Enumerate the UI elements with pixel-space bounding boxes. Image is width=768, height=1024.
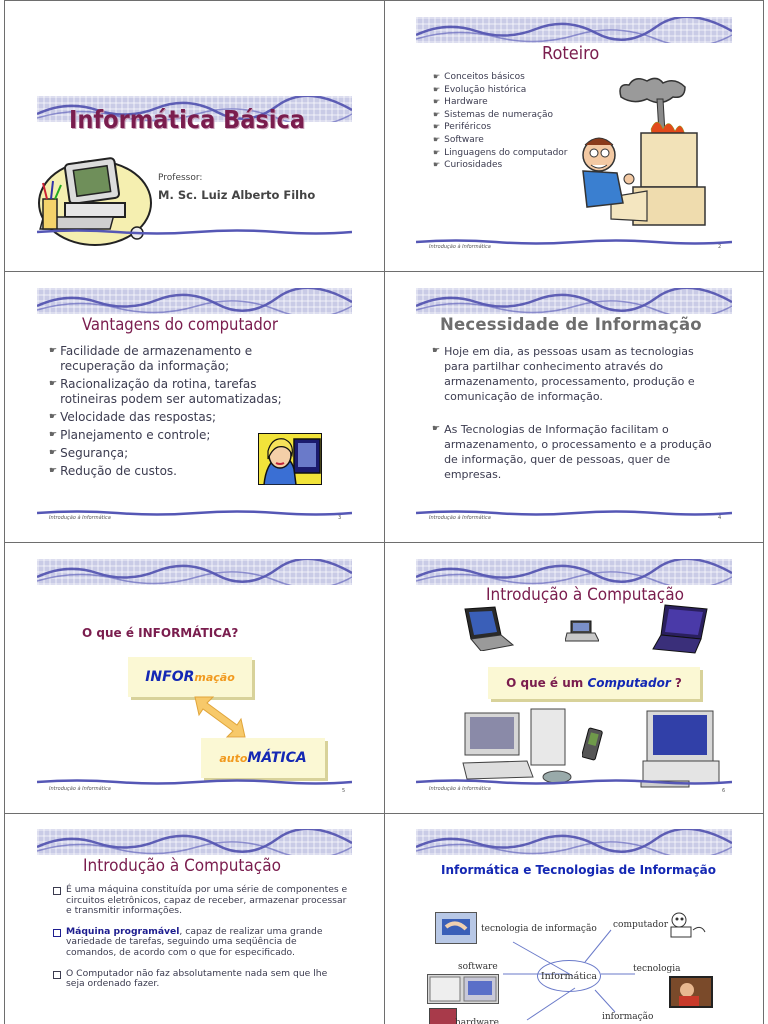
slide-8-software-screenshot [427,974,499,1004]
slide-5-question: O que é INFORMÁTICA? [82,626,239,640]
list-item: ☛ Sistemas de numeração [433,109,553,120]
slide-2-banner [416,17,732,43]
bullet-icon: ☛ [49,412,58,422]
slide-1-title: Informática Básica [69,105,306,134]
slide-4-title: Necessidade de Informação [440,315,702,334]
list-item: ☛ Evolução histórica [433,84,527,95]
slide-8-title: Informática e Tecnologias de Informação [441,863,717,877]
list-item: ☛ Hoje em dia, as pessoas usam as tecnologias para partilhar conhecimento através do armazenamento, processamento, produção e comunicação de informação. [432,345,695,403]
list-item: ☛ Curiosidades [433,160,503,171]
grid-border-right [763,0,764,1024]
slide-8-node-computador: computador [613,920,669,930]
slide-4-footer-text: Introdução à Informática [429,515,491,521]
bullet-icon: ☛ [49,430,58,440]
slide-6-laptop-clipart-1 [461,605,515,651]
slide-6-title: Introdução à Computação [486,585,684,605]
slide-8[interactable] [385,814,763,1024]
bullet-icon: ☛ [432,346,441,356]
bullet-icon: ☛ [49,346,58,356]
list-item: ☛ Software [433,134,484,145]
list-item: ☛ Planejamento e controle; [49,428,211,442]
slide-6-page-number: 6 [722,788,726,794]
slide-6-desktop-clipart [461,707,581,785]
bullet-icon: ☛ [49,448,58,458]
list-item: O Computador não faz absolutamente nada sem que lhe seja ordenado fazer. [53,969,348,990]
bullet-icon: ☛ [433,134,441,144]
slide-4-page-number: 4 [718,515,722,521]
list-item: ☛ Segurança; [49,446,129,460]
slide-2-page-number: 2 [718,244,722,250]
bullet-icon: ☛ [433,109,441,119]
slide-4-bullet-list [432,344,716,482]
list-item: É uma máquina constituída por uma série de componentes e circuitos eletrônicos, capaz de receber, armazenar processar e transmitir informações. [53,885,348,917]
slide-8-node-informacao: informação [602,1012,654,1022]
slide-8-node-ti: tecnologia de informação [481,924,597,934]
list-item: ☛ Hardware [433,97,488,108]
slide-5-footer-text: Introdução à Informática [49,786,111,792]
list-item: ☛ Racionalização da rotina, tarefas rotineiras podem ser automatizadas; [49,377,282,406]
slide-3[interactable] [5,272,384,542]
slide-7-bullet-list [53,885,348,990]
slide-6-laptop-clipart-2 [565,619,599,643]
square-bullet-icon [53,971,61,979]
list-item: ☛ As Tecnologias de Informação facilitam o armazenamento, o processamento e a produção de informação, quer de pessoas, quer de empresas. [432,423,712,481]
slide-5[interactable] [5,543,384,813]
list-item: ☛ Periféricos [433,122,492,133]
bullet-icon: ☛ [433,122,441,132]
slide-2-outline-list [433,71,573,172]
bullet-icon: ☛ [433,72,441,81]
slide-8-computador-clipart [665,910,707,940]
list-item: ☛ Conceitos básicos [433,72,525,82]
slide-4-banner [416,288,732,314]
list-item: ☛ Redução de custos. [49,464,177,478]
bullet-icon: ☛ [432,424,441,434]
square-bullet-icon [53,929,61,937]
slide-3-page-number: 3 [338,515,342,521]
slide-2[interactable] [385,1,763,271]
slide-7-title: Introdução à Computação [83,856,281,876]
slide-6-footer-line [416,779,732,785]
list-item: Máquina programável, capaz de realizar uma grande variedade de tarefas, seguindo uma seqüência de comandos, de acordo com o que for especificado. [53,927,348,959]
slide-2-title: Roteiro [542,43,600,64]
slide-2-burning-computer-clipart [577,75,717,231]
bullet-icon: ☛ [49,466,58,476]
slide-8-node-software: software [458,962,498,972]
slide-6-banner [416,559,732,585]
slide-5-automatica-box: auto MÁTICA [201,738,325,778]
slide-1[interactable] [5,1,384,271]
slide-4[interactable] [385,272,763,542]
slide-2-footer-text: Introdução à Informática [429,244,491,250]
list-item: ☛ Linguagens do computador [433,147,568,158]
slide-6[interactable] [385,543,763,813]
slide-3-banner [37,288,352,314]
slide-7[interactable] [5,814,384,1024]
slide-1-professor-label: Professor: [158,173,203,183]
list-item: ☛ Velocidade das respostas; [49,410,217,424]
slide-6-workstation-clipart [639,709,723,789]
slide-8-node-hardware: hardware [455,1018,499,1024]
square-bullet-icon [53,887,61,895]
bullet-icon: ☛ [433,160,441,170]
slide-3-bullet-list [49,344,289,482]
slide-5-page-number: 5 [342,788,346,794]
slide-3-footer-text: Introdução à Informática [49,515,111,521]
slide-5-banner [37,559,352,585]
list-item: ☛ Facilidade de armazenamento e recuperação da informação; [49,344,253,373]
bullet-icon: ☛ [433,84,441,94]
slide-8-tecnologia-image [669,976,713,1008]
slide-6-laptop-clipart-3 [651,603,711,659]
slide-8-node-tecnologia: tecnologia [633,964,681,974]
slide-6-pda-clipart [582,727,604,763]
slide-5-informacao-box: INFOR mação [128,657,252,697]
bullet-icon: ☛ [49,379,58,389]
slide-6-question-box: O que é um Computador ? [488,667,700,699]
slide-5-arrow-icon [191,693,249,741]
bullet-icon: ☛ [433,147,441,157]
slide-8-ti-image [435,912,477,944]
slide-8-center-node: Informática [537,960,601,992]
slide-3-woman-computer-clipart [258,433,322,485]
slide-3-title: Vantagens do computador [82,315,278,334]
bullet-icon: ☛ [433,97,441,107]
slide-5-footer-line [37,779,352,785]
slide-1-professor-name: M. Sc. Luiz Alberto Filho [158,188,316,202]
slide-7-banner [37,829,352,855]
slide-6-footer-text: Introdução à Informática [429,786,491,792]
slide-8-hardware-image [429,1008,457,1024]
slide-1-footer-line [37,229,352,235]
